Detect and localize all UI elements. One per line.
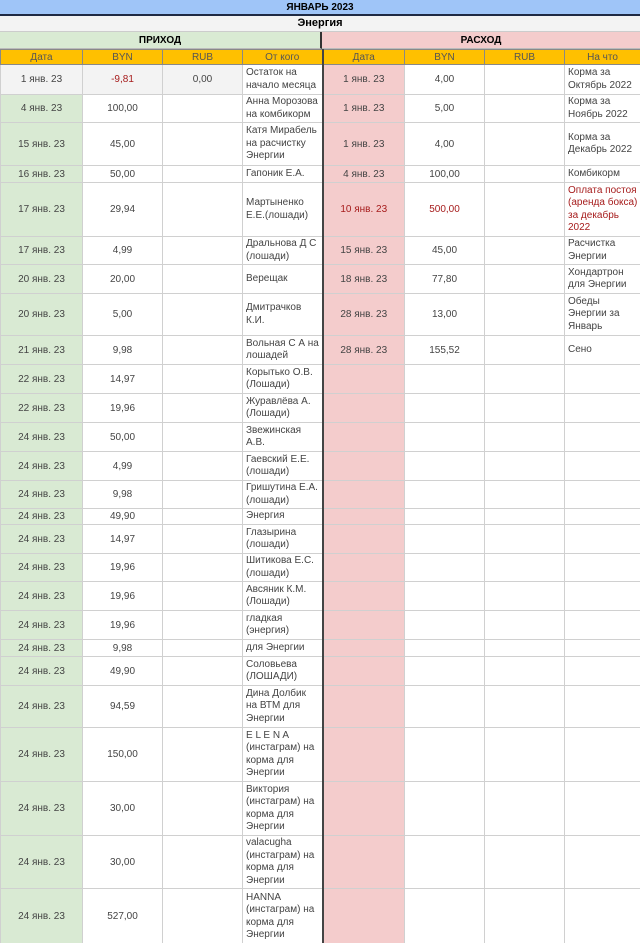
income-byn-cell[interactable]: 150,00 bbox=[83, 728, 163, 782]
income-byn-cell[interactable]: 45,00 bbox=[83, 123, 163, 166]
table-row bbox=[1, 640, 640, 657]
income-rub-cell[interactable] bbox=[163, 365, 243, 394]
expense-byn-cell[interactable] bbox=[405, 782, 485, 836]
income-byn-cell[interactable]: 19,96 bbox=[83, 611, 163, 640]
expense-date-cell[interactable]: 1 янв. 23 bbox=[323, 65, 405, 95]
income-rub-cell[interactable] bbox=[163, 237, 243, 265]
income-from-cell[interactable]: гладкая (энергия) bbox=[243, 611, 323, 640]
col-header-expense-date[interactable]: Дата bbox=[323, 50, 405, 65]
expense-byn-cell[interactable]: 5,00 bbox=[405, 95, 485, 123]
income-byn-cell[interactable]: 50,00 bbox=[83, 423, 163, 452]
expense-byn-cell[interactable] bbox=[405, 611, 485, 640]
income-from-cell[interactable]: valacugha (инстаграм) на корма для Энергии bbox=[243, 836, 323, 889]
expense-for-cell[interactable]: Сено bbox=[565, 336, 640, 365]
expense-rub-cell[interactable] bbox=[485, 123, 565, 166]
expense-byn-cell[interactable]: 4,00 bbox=[405, 123, 485, 166]
expense-date-cell[interactable] bbox=[323, 554, 405, 582]
income-date-cell[interactable]: 24 янв. 23 bbox=[1, 582, 83, 611]
income-rub-cell[interactable] bbox=[163, 423, 243, 452]
income-date-cell[interactable]: 17 янв. 23 bbox=[1, 237, 83, 265]
income-date-cell[interactable]: 20 янв. 23 bbox=[1, 265, 83, 294]
expense-rub-cell[interactable] bbox=[485, 95, 565, 123]
expense-date-cell[interactable] bbox=[323, 452, 405, 481]
income-rub-cell[interactable]: 0,00 bbox=[163, 65, 243, 95]
income-rub-cell[interactable] bbox=[163, 640, 243, 657]
expense-for-cell[interactable]: Комбикорм bbox=[565, 166, 640, 183]
col-header-income-byn[interactable]: BYN bbox=[83, 50, 163, 65]
expense-date-cell[interactable] bbox=[323, 782, 405, 836]
table-row bbox=[1, 237, 640, 265]
income-rub-cell[interactable] bbox=[163, 265, 243, 294]
income-from-cell[interactable]: Соловьева (ЛОШАДИ) bbox=[243, 657, 323, 686]
expense-byn-cell[interactable]: 155,52 bbox=[405, 336, 485, 365]
expense-rub-cell[interactable] bbox=[485, 836, 565, 889]
table-row bbox=[1, 394, 640, 423]
expense-rub-cell[interactable] bbox=[485, 640, 565, 657]
col-header-expense-for[interactable]: На что bbox=[565, 50, 640, 65]
expense-date-cell[interactable]: 4 янв. 23 bbox=[323, 166, 405, 183]
expense-for-cell[interactable]: Корма за Декабрь 2022 bbox=[565, 123, 640, 166]
expense-date-cell[interactable] bbox=[323, 509, 405, 525]
section-header-row bbox=[0, 32, 640, 49]
expense-rub-cell[interactable] bbox=[485, 452, 565, 481]
income-byn-cell[interactable]: 9,98 bbox=[83, 481, 163, 509]
expense-for-cell[interactable] bbox=[565, 423, 640, 452]
expense-for-cell[interactable]: Обеды Энергии за Январь bbox=[565, 294, 640, 336]
col-header-income-from[interactable]: От кого bbox=[243, 50, 323, 65]
expense-rub-cell[interactable] bbox=[485, 237, 565, 265]
expense-for-cell[interactable] bbox=[565, 728, 640, 782]
table-row bbox=[1, 889, 640, 943]
expense-rub-cell[interactable] bbox=[485, 265, 565, 294]
income-byn-cell[interactable]: 9,98 bbox=[83, 640, 163, 657]
expense-byn-cell[interactable] bbox=[405, 728, 485, 782]
expense-date-cell[interactable] bbox=[323, 525, 405, 554]
income-byn-cell[interactable]: 50,00 bbox=[83, 166, 163, 183]
expense-byn-cell[interactable] bbox=[405, 582, 485, 611]
income-rub-cell[interactable] bbox=[163, 525, 243, 554]
income-rub-cell[interactable] bbox=[163, 836, 243, 889]
income-date-cell[interactable]: 22 янв. 23 bbox=[1, 365, 83, 394]
income-from-cell[interactable]: Гаевский Е.Е. (лошади) bbox=[243, 452, 323, 481]
income-byn-cell[interactable]: 100,00 bbox=[83, 95, 163, 123]
income-date-cell[interactable]: 24 янв. 23 bbox=[1, 889, 83, 943]
expense-rub-cell[interactable] bbox=[485, 582, 565, 611]
expense-date-cell[interactable]: 15 янв. 23 bbox=[323, 237, 405, 265]
income-date-cell[interactable]: 24 янв. 23 bbox=[1, 657, 83, 686]
income-from-cell[interactable]: HANNA (инстаграм) на корма для Энергии bbox=[243, 889, 323, 943]
expense-rub-cell[interactable] bbox=[485, 554, 565, 582]
income-date-cell[interactable]: 24 янв. 23 bbox=[1, 640, 83, 657]
income-date-cell[interactable]: 24 янв. 23 bbox=[1, 782, 83, 836]
expense-rub-cell[interactable] bbox=[485, 611, 565, 640]
income-from-cell[interactable]: E L E N A (инстаграм) на корма для Энергии bbox=[243, 728, 323, 782]
expense-byn-cell[interactable] bbox=[405, 554, 485, 582]
income-from-cell[interactable]: Виктория (инстаграм) на корма для Энергии bbox=[243, 782, 323, 836]
income-byn-cell[interactable]: 19,96 bbox=[83, 582, 163, 611]
expense-for-cell[interactable] bbox=[565, 782, 640, 836]
expense-date-cell[interactable]: 1 янв. 23 bbox=[323, 123, 405, 166]
income-date-cell[interactable]: 1 янв. 23 bbox=[1, 65, 83, 95]
income-rub-cell[interactable] bbox=[163, 95, 243, 123]
table-row bbox=[1, 582, 640, 611]
expense-date-cell[interactable] bbox=[323, 394, 405, 423]
expense-date-cell[interactable]: 1 янв. 23 bbox=[323, 95, 405, 123]
income-rub-cell[interactable] bbox=[163, 294, 243, 336]
expense-rub-cell[interactable] bbox=[485, 65, 565, 95]
ledger-body bbox=[1, 65, 640, 943]
col-header-expense-rub[interactable]: RUB bbox=[485, 50, 565, 65]
expense-rub-cell[interactable] bbox=[485, 423, 565, 452]
expense-date-cell[interactable]: 18 янв. 23 bbox=[323, 265, 405, 294]
income-byn-cell[interactable]: 49,90 bbox=[83, 509, 163, 525]
expense-date-cell[interactable] bbox=[323, 582, 405, 611]
table-row bbox=[1, 123, 640, 166]
expense-byn-cell[interactable] bbox=[405, 452, 485, 481]
expense-rub-cell[interactable] bbox=[485, 686, 565, 728]
income-byn-cell[interactable]: -9,81 bbox=[83, 65, 163, 95]
income-date-cell[interactable]: 24 янв. 23 bbox=[1, 509, 83, 525]
table-row bbox=[1, 686, 640, 728]
expense-date-cell[interactable] bbox=[323, 611, 405, 640]
income-from-cell[interactable]: Дина Долбик на ВТМ для Энергии bbox=[243, 686, 323, 728]
table-row bbox=[1, 782, 640, 836]
income-date-cell[interactable]: 24 янв. 23 bbox=[1, 423, 83, 452]
table-row bbox=[1, 525, 640, 554]
table-row bbox=[1, 336, 640, 365]
expense-date-cell[interactable] bbox=[323, 423, 405, 452]
income-byn-cell[interactable]: 14,97 bbox=[83, 365, 163, 394]
income-date-cell[interactable]: 24 янв. 23 bbox=[1, 836, 83, 889]
expense-for-cell[interactable] bbox=[565, 525, 640, 554]
expense-byn-cell[interactable]: 4,00 bbox=[405, 65, 485, 95]
table-row bbox=[1, 728, 640, 782]
income-date-cell[interactable]: 24 янв. 23 bbox=[1, 525, 83, 554]
income-byn-cell[interactable]: 19,96 bbox=[83, 554, 163, 582]
income-byn-cell[interactable]: 4,99 bbox=[83, 452, 163, 481]
income-from-cell[interactable]: для Энергии bbox=[243, 640, 323, 657]
income-byn-cell[interactable]: 4,99 bbox=[83, 237, 163, 265]
ledger-table bbox=[0, 49, 640, 943]
expense-date-cell[interactable] bbox=[323, 686, 405, 728]
column-header-row bbox=[1, 50, 640, 65]
expense-for-cell[interactable] bbox=[565, 686, 640, 728]
table-row bbox=[1, 481, 640, 509]
expense-date-cell[interactable] bbox=[323, 728, 405, 782]
expense-date-cell[interactable] bbox=[323, 640, 405, 657]
expense-date-cell[interactable] bbox=[323, 889, 405, 943]
income-byn-cell[interactable]: 30,00 bbox=[83, 836, 163, 889]
expense-date-cell[interactable] bbox=[323, 836, 405, 889]
income-from-cell[interactable]: Журавлёва А. (Лошади) bbox=[243, 394, 323, 423]
expense-for-cell[interactable]: Корма за Ноябрь 2022 bbox=[565, 95, 640, 123]
expense-rub-cell[interactable] bbox=[485, 889, 565, 943]
expense-rub-cell[interactable] bbox=[485, 509, 565, 525]
expense-byn-cell[interactable]: 100,00 bbox=[405, 166, 485, 183]
income-from-cell[interactable]: Мартыненко Е.Е.(лошади) bbox=[243, 183, 323, 237]
expense-byn-cell[interactable] bbox=[405, 365, 485, 394]
expense-for-cell[interactable] bbox=[565, 836, 640, 889]
income-from-cell[interactable]: Дмитрачков К.И. bbox=[243, 294, 323, 336]
income-rub-cell[interactable] bbox=[163, 554, 243, 582]
expense-for-cell[interactable] bbox=[565, 611, 640, 640]
table-row bbox=[1, 836, 640, 889]
expense-for-cell[interactable] bbox=[565, 365, 640, 394]
expense-rub-cell[interactable] bbox=[485, 782, 565, 836]
col-header-income-date[interactable]: Дата bbox=[1, 50, 83, 65]
expense-byn-cell[interactable] bbox=[405, 836, 485, 889]
expense-rub-cell[interactable] bbox=[485, 394, 565, 423]
income-rub-cell[interactable] bbox=[163, 166, 243, 183]
expense-date-cell[interactable]: 10 янв. 23 bbox=[323, 183, 405, 237]
income-date-cell[interactable]: 22 янв. 23 bbox=[1, 394, 83, 423]
expense-date-cell[interactable] bbox=[323, 481, 405, 509]
income-from-cell[interactable]: Гапоник Е.А. bbox=[243, 166, 323, 183]
income-rub-cell[interactable] bbox=[163, 728, 243, 782]
expense-date-cell[interactable] bbox=[323, 657, 405, 686]
expense-byn-cell[interactable] bbox=[405, 509, 485, 525]
table-row bbox=[1, 657, 640, 686]
table-row bbox=[1, 365, 640, 394]
income-date-cell[interactable]: 20 янв. 23 bbox=[1, 294, 83, 336]
expense-byn-cell[interactable] bbox=[405, 889, 485, 943]
income-from-cell[interactable]: Глазырина (лошади) bbox=[243, 525, 323, 554]
income-rub-cell[interactable] bbox=[163, 686, 243, 728]
income-byn-cell[interactable]: 9,98 bbox=[83, 336, 163, 365]
income-byn-cell[interactable]: 49,90 bbox=[83, 657, 163, 686]
income-from-cell[interactable]: Энергия bbox=[243, 509, 323, 525]
expense-for-cell[interactable]: Расчистка Энергии bbox=[565, 237, 640, 265]
income-date-cell[interactable]: 24 янв. 23 bbox=[1, 686, 83, 728]
table-row bbox=[1, 423, 640, 452]
expense-byn-cell[interactable] bbox=[405, 423, 485, 452]
expense-byn-cell[interactable] bbox=[405, 481, 485, 509]
income-from-cell[interactable]: Корытько О.В. (Лошади) bbox=[243, 365, 323, 394]
expense-byn-cell[interactable]: 500,00 bbox=[405, 183, 485, 237]
income-byn-cell[interactable]: 29,94 bbox=[83, 183, 163, 237]
expense-for-cell[interactable] bbox=[565, 394, 640, 423]
income-byn-cell[interactable]: 19,96 bbox=[83, 394, 163, 423]
income-rub-cell[interactable] bbox=[163, 394, 243, 423]
income-date-cell[interactable]: 24 янв. 23 bbox=[1, 481, 83, 509]
income-rub-cell[interactable] bbox=[163, 123, 243, 166]
income-from-cell[interactable]: Анна Морозова на комбикорм bbox=[243, 95, 323, 123]
expense-rub-cell[interactable] bbox=[485, 657, 565, 686]
income-date-cell[interactable]: 24 янв. 23 bbox=[1, 554, 83, 582]
table-row bbox=[1, 183, 640, 237]
income-byn-cell[interactable]: 14,97 bbox=[83, 525, 163, 554]
expense-byn-cell[interactable] bbox=[405, 394, 485, 423]
expense-for-cell[interactable]: Корма за Октябрь 2022 bbox=[565, 65, 640, 95]
income-date-cell[interactable]: 15 янв. 23 bbox=[1, 123, 83, 166]
col-header-expense-byn[interactable]: BYN bbox=[405, 50, 485, 65]
income-rub-cell[interactable] bbox=[163, 889, 243, 943]
income-from-cell[interactable]: Звежинская А.В. bbox=[243, 423, 323, 452]
income-byn-cell[interactable]: 30,00 bbox=[83, 782, 163, 836]
expense-for-cell[interactable] bbox=[565, 889, 640, 943]
table-row bbox=[1, 166, 640, 183]
income-date-cell[interactable]: 24 янв. 23 bbox=[1, 452, 83, 481]
sheet-title[interactable]: ЯНВАРЬ 2023 bbox=[0, 0, 640, 16]
expense-rub-cell[interactable] bbox=[485, 294, 565, 336]
expense-for-cell[interactable] bbox=[565, 640, 640, 657]
income-section-header[interactable]: ПРИХОД bbox=[0, 32, 322, 49]
income-from-cell[interactable]: Верещак bbox=[243, 265, 323, 294]
income-rub-cell[interactable] bbox=[163, 782, 243, 836]
expense-rub-cell[interactable] bbox=[485, 336, 565, 365]
expense-for-cell[interactable] bbox=[565, 554, 640, 582]
income-from-cell[interactable]: Катя Мирабель на расчистку Энергии bbox=[243, 123, 323, 166]
income-byn-cell[interactable]: 94,59 bbox=[83, 686, 163, 728]
income-rub-cell[interactable] bbox=[163, 183, 243, 237]
expense-for-cell[interactable] bbox=[565, 481, 640, 509]
expense-date-cell[interactable]: 28 янв. 23 bbox=[323, 294, 405, 336]
col-header-income-rub[interactable]: RUB bbox=[163, 50, 243, 65]
expense-for-cell[interactable] bbox=[565, 582, 640, 611]
expense-section-header[interactable]: РАСХОД bbox=[322, 32, 640, 49]
income-byn-cell[interactable]: 527,00 bbox=[83, 889, 163, 943]
income-from-cell[interactable]: Шитикова Е.С. (лошади) bbox=[243, 554, 323, 582]
expense-date-cell[interactable]: 28 янв. 23 bbox=[323, 336, 405, 365]
expense-for-cell[interactable]: Хондартрон для Энергии bbox=[565, 265, 640, 294]
income-rub-cell[interactable] bbox=[163, 481, 243, 509]
income-rub-cell[interactable] bbox=[163, 582, 243, 611]
income-date-cell[interactable]: 21 янв. 23 bbox=[1, 336, 83, 365]
table-row bbox=[1, 509, 640, 525]
expense-rub-cell[interactable] bbox=[485, 365, 565, 394]
expense-byn-cell[interactable] bbox=[405, 686, 485, 728]
table-row bbox=[1, 294, 640, 336]
expense-date-cell[interactable] bbox=[323, 365, 405, 394]
expense-rub-cell[interactable] bbox=[485, 166, 565, 183]
income-rub-cell[interactable] bbox=[163, 452, 243, 481]
expense-byn-cell[interactable]: 13,00 bbox=[405, 294, 485, 336]
table-row bbox=[1, 611, 640, 640]
table-row bbox=[1, 95, 640, 123]
expense-byn-cell[interactable] bbox=[405, 640, 485, 657]
income-from-cell[interactable]: Гришутина Е.А. (лошади) bbox=[243, 481, 323, 509]
table-row bbox=[1, 452, 640, 481]
income-date-cell[interactable]: 24 янв. 23 bbox=[1, 728, 83, 782]
income-from-cell[interactable]: Дральнова Д С (лошади) bbox=[243, 237, 323, 265]
income-date-cell[interactable]: 4 янв. 23 bbox=[1, 95, 83, 123]
income-rub-cell[interactable] bbox=[163, 509, 243, 525]
income-from-cell[interactable]: Вольная С А на лошадей bbox=[243, 336, 323, 365]
expense-for-cell[interactable]: Оплата постоя (аренда бокса) за декабрь 2022 bbox=[565, 183, 640, 237]
expense-for-cell[interactable] bbox=[565, 452, 640, 481]
table-row bbox=[1, 554, 640, 582]
table-row bbox=[1, 65, 640, 95]
income-date-cell[interactable]: 17 янв. 23 bbox=[1, 183, 83, 237]
expense-rub-cell[interactable] bbox=[485, 481, 565, 509]
income-rub-cell[interactable] bbox=[163, 336, 243, 365]
income-date-cell[interactable]: 24 янв. 23 bbox=[1, 611, 83, 640]
income-from-cell[interactable]: Остаток на начало месяца bbox=[243, 65, 323, 95]
sheet-subtitle[interactable]: Энергия bbox=[0, 16, 640, 32]
expense-for-cell[interactable] bbox=[565, 657, 640, 686]
income-rub-cell[interactable] bbox=[163, 657, 243, 686]
expense-byn-cell[interactable]: 45,00 bbox=[405, 237, 485, 265]
expense-rub-cell[interactable] bbox=[485, 183, 565, 237]
income-date-cell[interactable]: 16 янв. 23 bbox=[1, 166, 83, 183]
expense-rub-cell[interactable] bbox=[485, 525, 565, 554]
income-byn-cell[interactable]: 5,00 bbox=[83, 294, 163, 336]
income-byn-cell[interactable]: 20,00 bbox=[83, 265, 163, 294]
table-row bbox=[1, 265, 640, 294]
expense-byn-cell[interactable] bbox=[405, 657, 485, 686]
income-rub-cell[interactable] bbox=[163, 611, 243, 640]
expense-for-cell[interactable] bbox=[565, 509, 640, 525]
income-from-cell[interactable]: Авсяник К.М. (Лошади) bbox=[243, 582, 323, 611]
expense-byn-cell[interactable]: 77,80 bbox=[405, 265, 485, 294]
expense-rub-cell[interactable] bbox=[485, 728, 565, 782]
expense-byn-cell[interactable] bbox=[405, 525, 485, 554]
